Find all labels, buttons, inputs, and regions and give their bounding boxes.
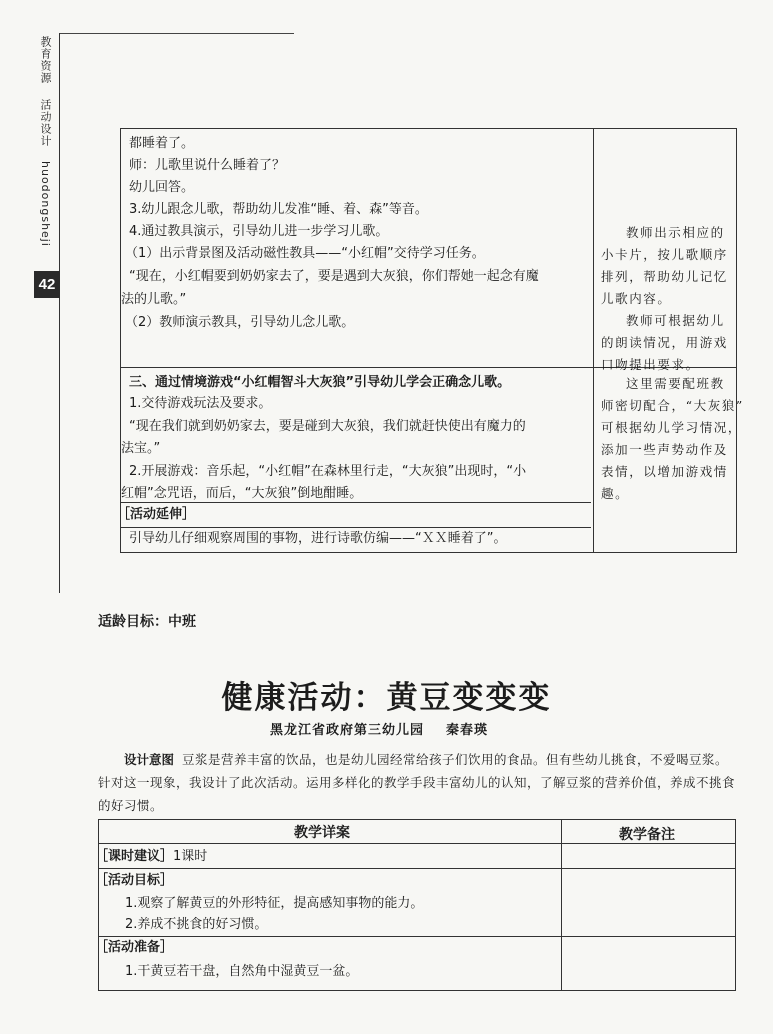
sidebar-text	[38, 36, 52, 257]
top-rule	[60, 33, 294, 34]
note-line: 表情，以增加游戏情	[601, 464, 728, 479]
note-line: 排列，帮助幼儿记忆	[601, 269, 728, 284]
table-bottom	[99, 990, 735, 991]
table-line: 都睡着了。	[129, 136, 195, 151]
table-line: 3.幼儿跟念儿歌，帮助幼儿发准“睡、着、森”等音。	[129, 202, 428, 217]
extension-text: 引导幼儿仔细观察周围的事物，进行诗歌仿编——“ＸＸ睡着了”。	[129, 531, 507, 546]
prep-label: ［活动准备］	[95, 940, 174, 955]
table-line: 法的儿歌。”	[121, 292, 187, 307]
goal-item: 2.养成不挑食的好习惯。	[125, 917, 268, 932]
goals-label: ［活动目标］	[95, 873, 174, 888]
sidebar-pinyin: huodongsheji	[39, 161, 52, 247]
table-line: 师：儿歌里说什么睡着了？	[129, 158, 286, 173]
prep-item: 1.干黄豆若干盘，自然角中湿黄豆一盆。	[125, 964, 359, 979]
header-lesson-plan: 教学详案	[294, 825, 350, 841]
table-line: 红帽”念咒语，而后，“大灰狼”倒地酣睡。	[121, 486, 363, 501]
row-divider	[99, 868, 735, 869]
time-label: ［课时建议］	[95, 849, 174, 864]
design-intent-label: 设计意图	[124, 752, 175, 767]
note-line: 儿歌内容。	[601, 291, 672, 306]
author-line	[270, 719, 488, 738]
sidebar-category: 教育资源	[39, 36, 52, 84]
table-line: 4.通过教具演示，引导幼儿进一步学习儿歌。	[129, 224, 389, 239]
table-line: 幼儿回答。	[129, 180, 195, 195]
time-value: 1课时	[173, 849, 208, 864]
design-intent	[98, 748, 738, 817]
note-line: 的朗读情况，用游戏	[601, 335, 728, 350]
table-line: 2.开展游戏：音乐起，“小红帽”在森林里行走，“大灰狼”出现时，“小	[129, 464, 527, 479]
note-line: 口吻提出要求。	[601, 357, 700, 372]
column-divider	[593, 129, 594, 552]
extension-label: ［活动延伸］	[117, 507, 196, 522]
table-line: 1.交待游戏玩法及要求。	[129, 396, 272, 411]
lesson-title: 健康活动：黄豆变变变	[221, 680, 552, 716]
table-line: “现在，小红帽要到奶奶家去了，要是遇到大灰狼，你们帮她一起念有魔	[129, 269, 539, 284]
row-divider	[99, 936, 735, 937]
note-line: 趣。	[601, 486, 630, 501]
note-line: 添加一些声势动作及	[601, 442, 728, 457]
table-line: （1）出示背景图及活动磁性教具——“小红帽”交待学习任务。	[125, 246, 485, 261]
author-org: 黑龙江省政府第三幼儿园	[270, 723, 425, 738]
note-line: 教师出示相应的	[626, 225, 725, 240]
time-row	[95, 848, 207, 866]
header-notes: 教学备注	[619, 827, 675, 843]
note-line: 这里需要配班教	[626, 376, 725, 391]
row-divider	[121, 527, 591, 528]
note-line: 教师可根据幼儿	[626, 313, 725, 328]
age-target: 适龄目标：中班	[98, 614, 196, 630]
note-line: 小卡片，按儿歌顺序	[601, 247, 728, 262]
page-number: 42	[34, 271, 60, 298]
author-name: 秦春瑛	[446, 723, 489, 738]
design-intent-text: 豆浆是营养丰富的饮品，也是幼儿园经常给孩子们饮用的食品。但有些幼儿挑食，不爱喝豆浆。针对这一现象，我设计了此次活动。运用多样化的教学手段丰富幼儿的认知，了解豆浆的营养价值，养成不挑食的好习惯。	[98, 752, 736, 813]
table-line: “现在我们就到奶奶家去，要是碰到大灰狼，我们就赶快使出有魔力的	[129, 419, 526, 434]
lesson-table	[95, 819, 736, 991]
table-line: 法宝。”	[121, 441, 161, 456]
note-line: 师密切配合，“大灰狼”	[601, 398, 744, 413]
section-title: 三、通过情境游戏“小红帽智斗大灰狼”引导幼儿学会正确念儿歌。	[129, 375, 511, 390]
note-line: 可根据幼儿学习情况，	[601, 420, 743, 435]
table-line: （2）教师演示教具，引导幼儿念儿歌。	[125, 315, 355, 330]
continued-lesson-table	[117, 128, 744, 553]
sidebar-section: 活动设计	[39, 98, 52, 147]
goal-item: 1.观察了解黄豆的外形特征，提高感知事物的能力。	[125, 896, 424, 911]
column-divider	[561, 820, 562, 991]
